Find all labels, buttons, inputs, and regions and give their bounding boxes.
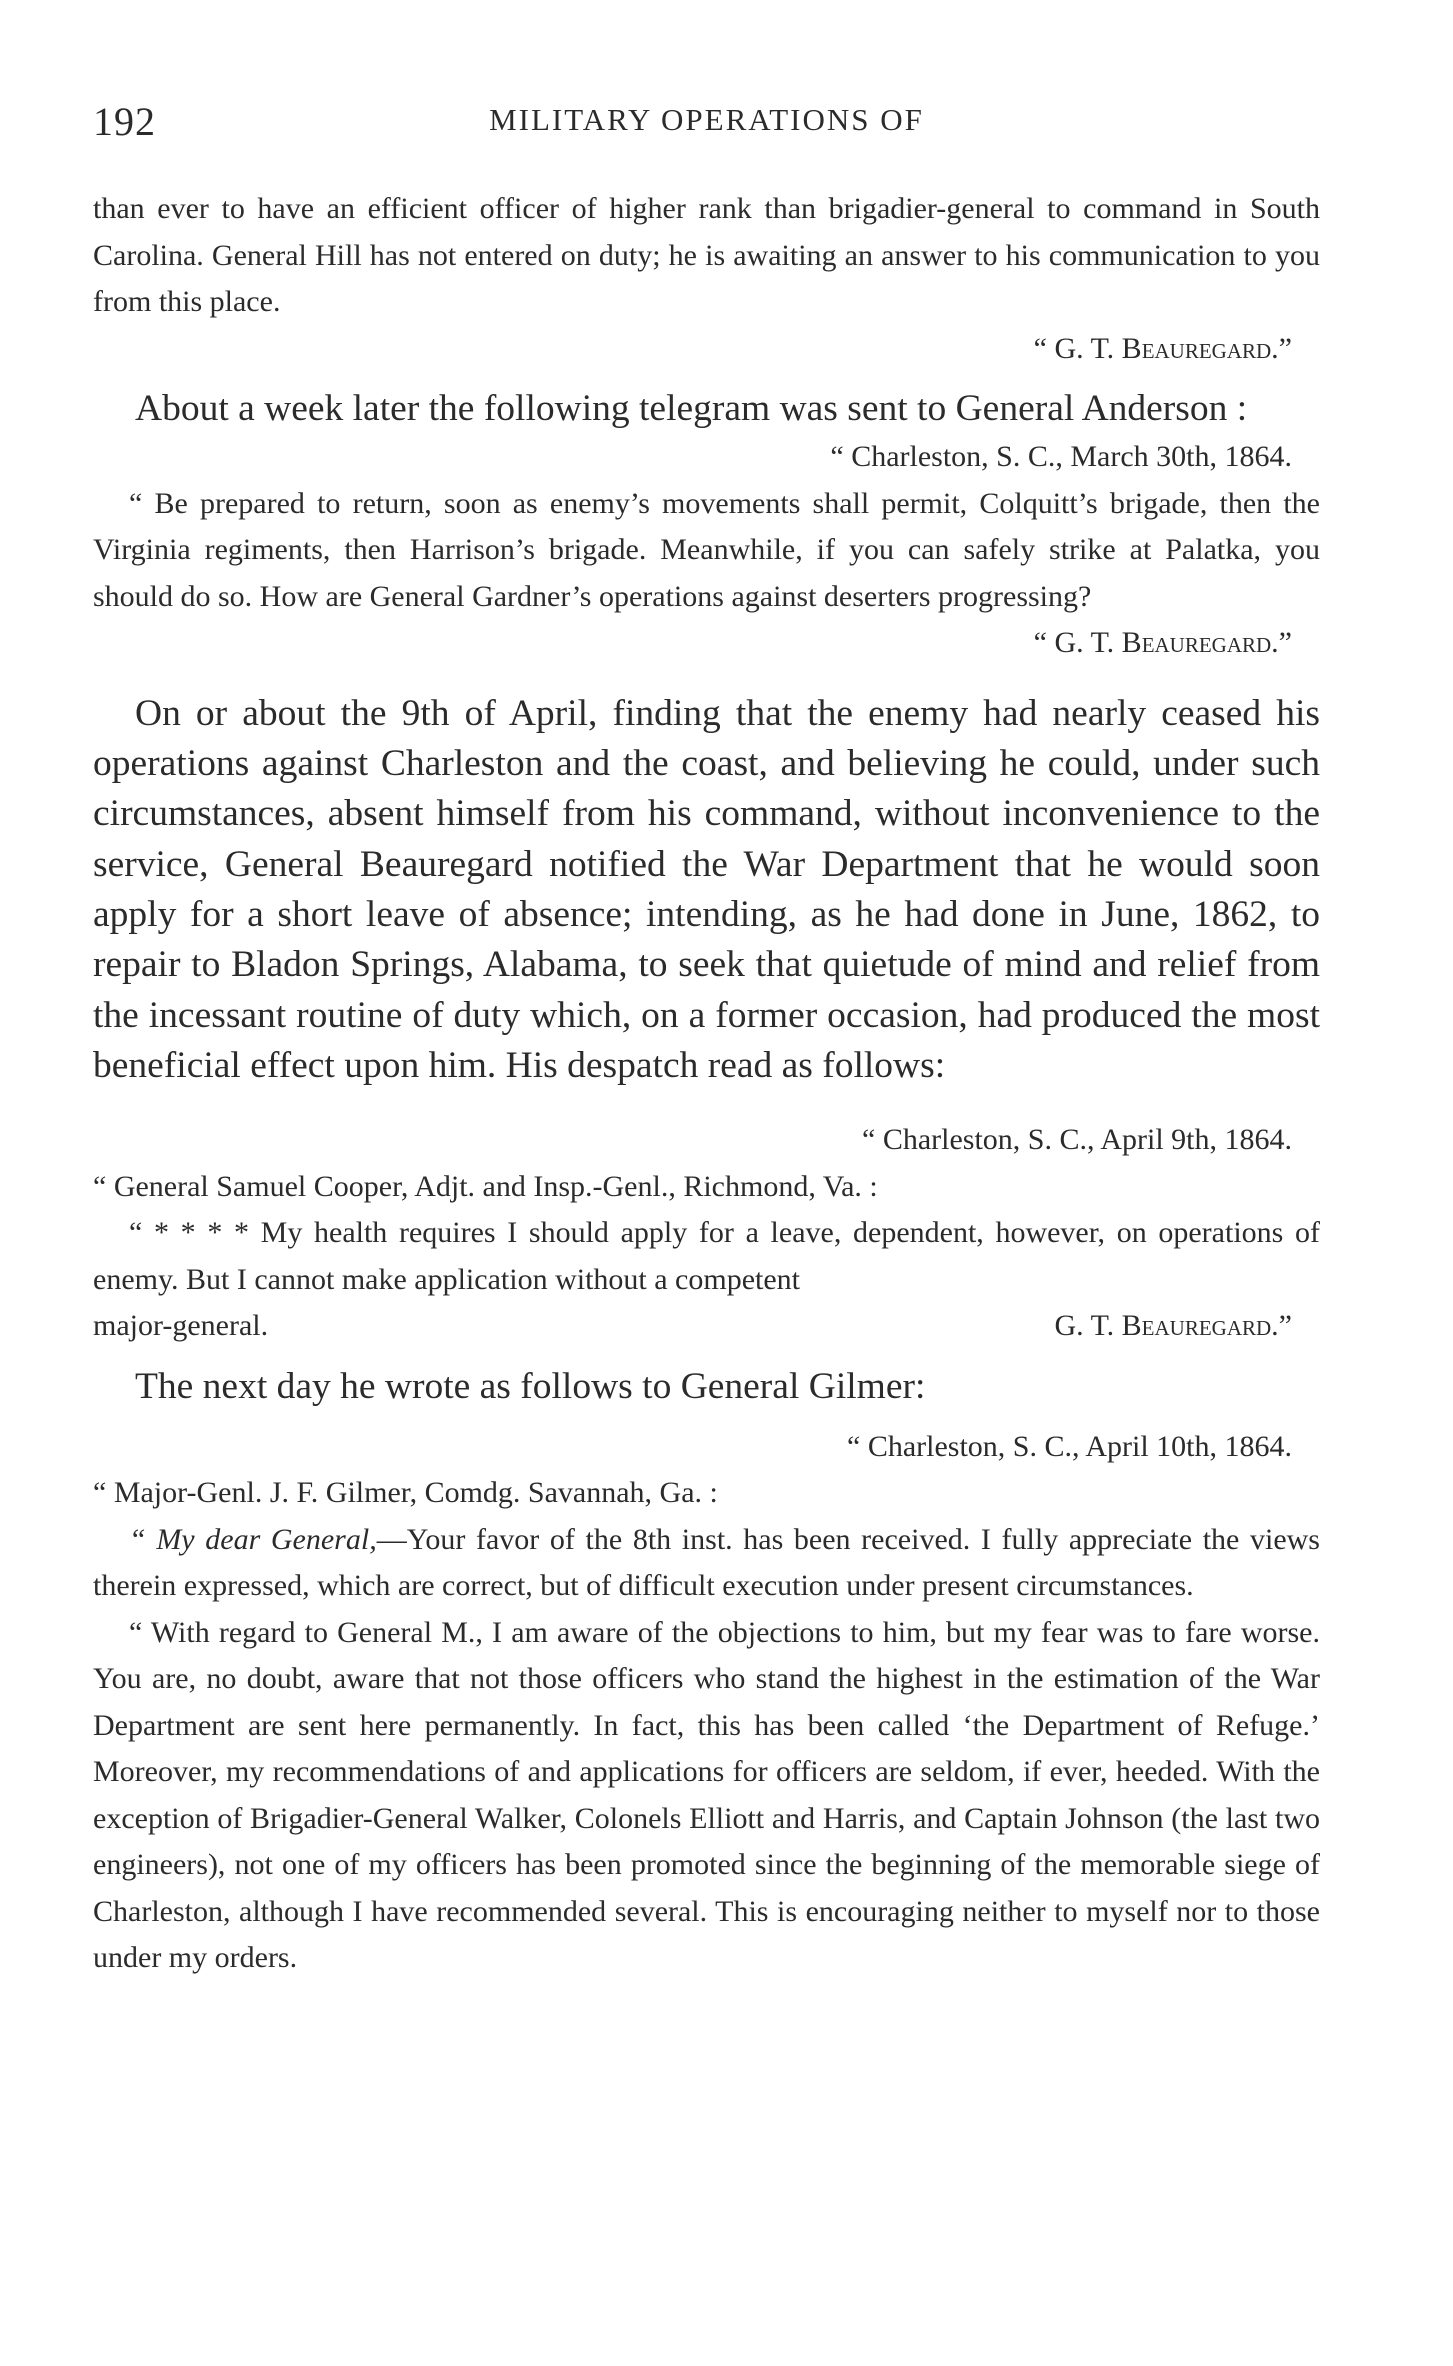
letter-continuation [93, 186, 1320, 372]
dateline: “ Charleston, S. C., April 9th, 1864. [862, 1123, 1292, 1157]
page-number: 192 [93, 99, 156, 144]
despatch-text: “ * * * * My health requires I should apply for a leave, dependent, however, on operations of enemy. But I cannot make application without a competent [93, 1216, 1320, 1296]
dateline: “ Charleston, S. C., April 10th, 1864. [847, 1429, 1292, 1463]
letter-paragraph: —Your favor of the 8th inst. has been received. I fully appreciate the views therein expressed, which are correct, but of difficult execution under present circumstances. [93, 1522, 1320, 1603]
signature: “ G. T. Beauregard.” [1033, 626, 1292, 660]
address-line: “ General Samuel Cooper, Adjt. and Insp.-Genl., Richmond, Va. : [93, 1169, 878, 1203]
salutation: “ My dear General, [129, 1522, 377, 1556]
telegram-to-anderson [93, 434, 1320, 667]
page-content [93, 186, 1320, 1982]
address-line: “ Major-Genl. J. F. Gilmer, Comdg. Savannah, Ga. : [93, 1476, 718, 1510]
narrative-paragraph: On or about the 9th of April, finding that the enemy had nearly ceased his operations against Charleston and the coast, and believing he could, under such circumstances, absent himself from his command, without inconvenience to the service, General Beauregard notified the War Department that he would soon apply for a short leave of absence; intending, as he had done in June, 1862, to repair to Bladon Springs, Alabama, to seek that quietude of mind and relief from the incessant routine of duty which, on a former occasion, had produced the most beneficial effect upon him. His despatch read as follows: [93, 692, 1320, 1086]
signature: “ G. T. Beauregard.” [1033, 331, 1292, 365]
despatch-last-line: major-general. [93, 1309, 269, 1343]
dateline: “ Charleston, S. C., March 30th, 1864. [830, 440, 1292, 474]
page-header [93, 98, 1320, 142]
signature: G. T. Beauregard.” [1054, 1309, 1292, 1343]
narrative-paragraph: The next day he wrote as follows to General Gilmer: [135, 1365, 926, 1407]
despatch-to-cooper [93, 1117, 1320, 1350]
letter-paragraph: “ With regard to General M., I am aware of the objections to him, but my fear was to fare worse. You are, no doubt, aware that not those officers who stand the highest in the estimation of the War Department are sent here permanently. In fact, this has been called ‘the Department of Refuge.’ Moreover, my recommendations of and applications for officers are seldom, if ever, heeded. With the exception of Brigadier-General Walker, Colonels Elliott and Harris, and Captain Johnson (the last two engineers), not one of my officers has been promoted since the beginning of the memorable siege of Charleston, although I have recommended several. This is encouraging neither to myself nor to those under my orders. [93, 1615, 1320, 1975]
letter-to-gilmer [93, 1424, 1320, 1982]
running-title: MILITARY OPERATIONS OF [489, 102, 924, 137]
telegram-text: “ Be prepared to return, soon as enemy’s movements shall permit, Colquitt’s brigade, then the Virginia regiments, then Harrison’s brigade. Meanwhile, if you can safely strike at Palatka, you should do so. How are General Gardner’s operations against deserters progressing? [93, 486, 1320, 613]
narrative-paragraph: About a week later the following telegram was sent to General Anderson : [135, 388, 1248, 429]
continuation-text: than ever to have an efficient officer of higher rank than brigadier-general to command in South Carolina. General Hill has not entered on duty; he is awaiting an answer to his communication to you from this place. [93, 192, 1320, 318]
